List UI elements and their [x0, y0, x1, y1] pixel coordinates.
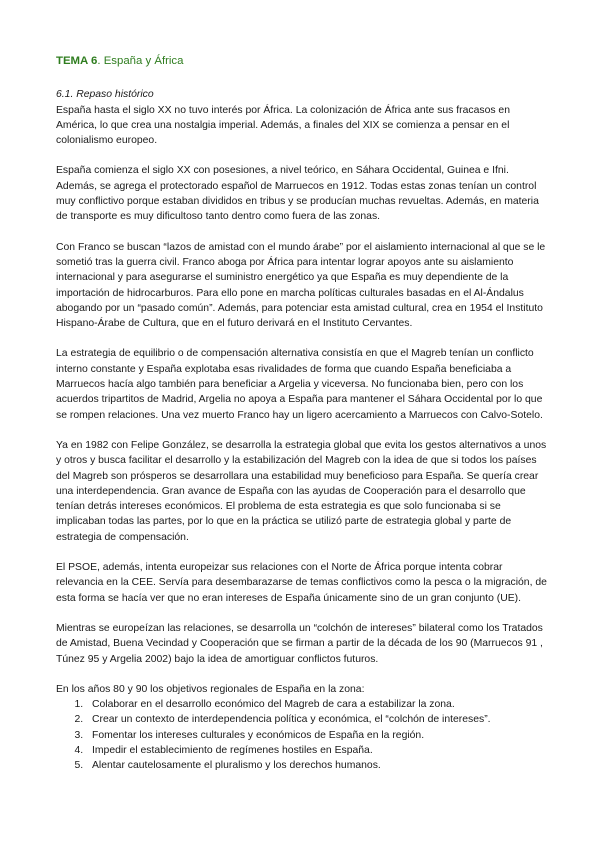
paragraph-7: Mientras se europeízan las relaciones, se desarrolla un “colchón de intereses” bilateral como los Tratados de Amistad, Buena Vecindad y Cooperación que se firman a partir de la década de los 90 (Marruecos 91 , Túnez 95 y Argelia 2002) bajo la idea de amortiguar conflictos futuros. — [56, 622, 543, 665]
paragraph-1: España hasta el siglo XX no tuvo interés por África. La colonización de África ante sus fracasos en América, lo que crea una nostalgia imperial. Además, a finales del XIX se comienza a pensar en el colonialismo europeo. — [56, 104, 510, 147]
list-item: 4. Impedir el establecimiento de regímenes hostiles en España. — [86, 743, 550, 758]
topic-name: . España y África — [97, 55, 184, 67]
paragraph-3: Con Franco se buscan “lazos de amistad con el mundo árabe” por el aislamiento internacional al que se le sometió tras la guerra civil. Franco aboga por África para intentar lograr apoyos ante su aislamiento internacional y para asegurarse el suministro energético ya que España es muy dependiente de la importación de hidrocarburos. Para ello pone en marcha políticas culturales basadas en el Al-Ándalus abogando por un “pasado común”. Además, para potenciar esta amistad cultural, crea en 1954 el Instituto Hispano-Árabe de Cultura, que en el futuro derivará en el Instituto Cervantes. — [56, 241, 546, 330]
objectives-intro: En los años 80 y 90 los objetivos regionales de España en la zona: — [56, 683, 365, 695]
document-page — [56, 54, 550, 774]
paragraph-6: El PSOE, además, intenta europeizar sus relaciones con el Norte de África porque intenta cobrar relevancia en la CEE. Servía para desembarazarse de temas conflictivos como la pesca o la migración, de esta forma se hacía ver que no eran intereses de España únicamente sino de un gran conjunto (UE). — [56, 562, 547, 604]
paragraph-5: Ya en 1982 con Felipe González, se desarrolla la estrategia global que evita los gestos alternativos a unos y otros y busca facilitar el desarrollo y la estabilización del Magreb con la idea de que si todos los países del Magreb son prósperos se desarrollara una estabilidad muy beneficioso para España. Se quería crear una interdependencia. Gran avance de España con las ayudas de Cooperación para el desarrollo que tenían detrás intereses económicos. El problema de esta estrategia es que solo funcionaba si se implicaban todas las partes, por lo que en la práctica se utilizó parte de estrategia global y parte de estrategia de compensación. — [56, 439, 547, 543]
page-title — [56, 54, 550, 69]
list-item: 3. Fomentar los intereses culturales y económicos de España en la región. — [86, 728, 550, 743]
list-item: 2. Crear un contexto de interdependencia política y económica, el “colchón de intereses”. — [86, 712, 550, 727]
objectives-list — [56, 697, 550, 773]
list-item: 1. Colaborar en el desarrollo económico del Magreb de cara a estabilizar la zona. — [86, 697, 550, 712]
paragraph-4: La estrategia de equilibrio o de compensación alternativa consistía en que el Magreb tenían un conflicto interno constante y España explotaba esas rivalidades de forma que cuando España beneficiaba a Marruecos hacía algo también para beneficiar a Argelia y viceversa. No funcionaba bien, pero con los acuerdos tripartitos de Madrid, Argelia no apoya a España para mantener el Sáhara Occidental por lo que se rompen relaciones. Una vez muerto Franco hay un ligero acercamiento a Marruecos con Calvo-Sotelo. — [56, 348, 543, 421]
list-item: 5. Alentar cautelosamente el pluralismo y los derechos humanos. — [86, 758, 550, 773]
section-heading: 6.1. Repaso histórico — [56, 89, 154, 101]
topic-number: TEMA 6 — [56, 55, 98, 67]
paragraph-2: España comienza el siglo XX con posesiones, a nivel teórico, en Sáhara Occidental, Guinea e Ifni. Además, se agrega el protectorado español de Marruecos en 1912. Todas estas zonas tenían un control muy conflictivo porque estaban divididos en tribus y se producían muchas revueltas. Además, en materia de transporte es muy dificultoso tanto dentro como fuera de las zonas. — [56, 165, 539, 223]
